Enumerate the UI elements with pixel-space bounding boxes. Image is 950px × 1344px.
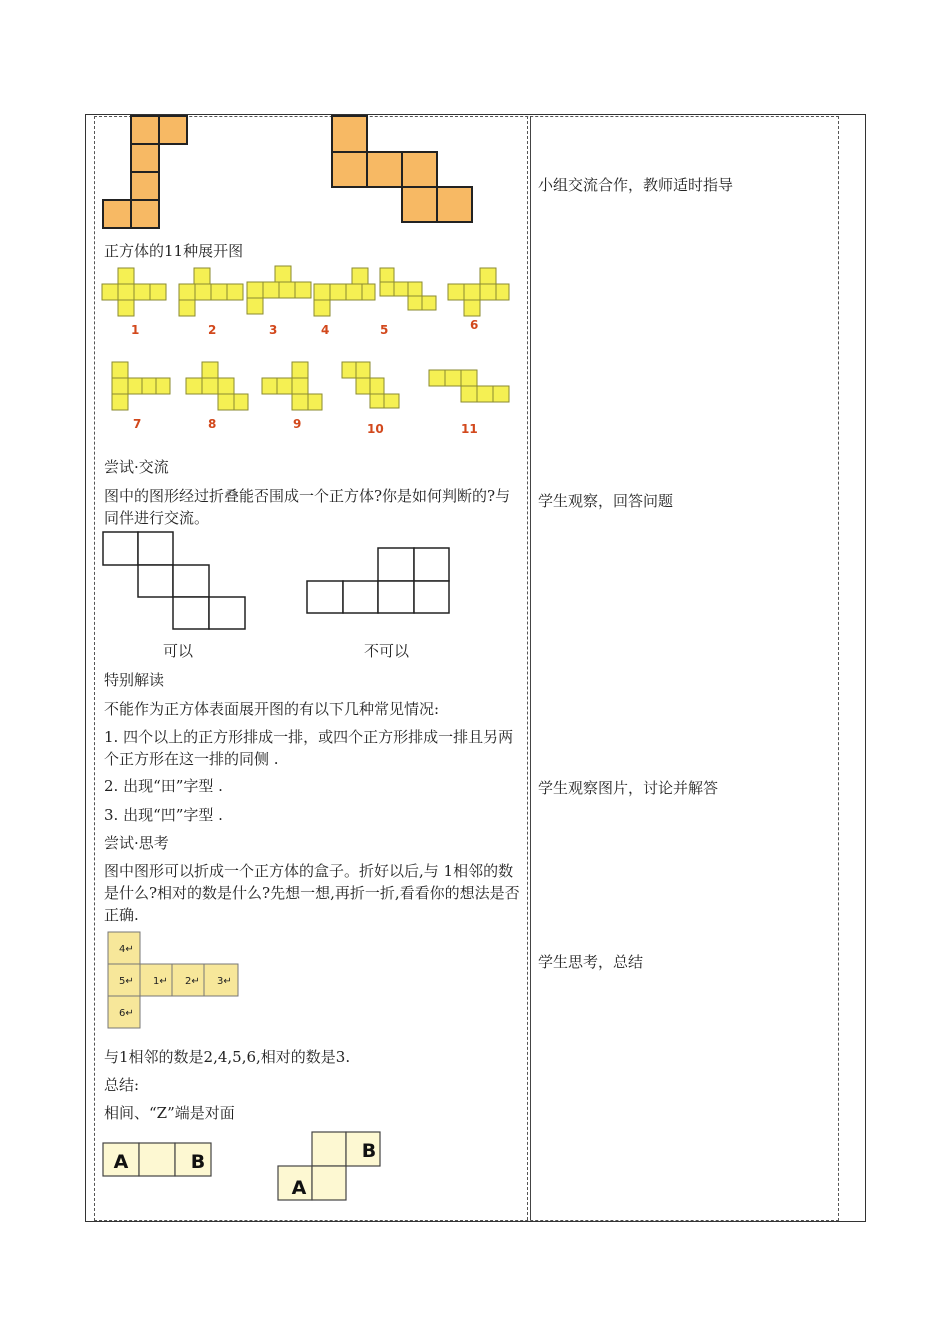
note-think-summarize: 学生思考，总结: [538, 953, 644, 971]
face-label-3: 3↵: [217, 976, 232, 987]
special-title: 特别解读: [104, 671, 165, 689]
try-exchange-title: 尝试·交流: [104, 458, 169, 476]
special-rule-2: 2. 出现“田”字型 .: [104, 777, 223, 795]
special-intro: 不能作为正方体表面展开图的有以下几种常见情况:: [104, 700, 440, 718]
net-label-8: 8: [208, 417, 217, 431]
label-a-row: A: [113, 1151, 129, 1173]
face-label-4: 4↵: [119, 944, 134, 955]
answer-no: 不可以: [364, 642, 410, 660]
net-label-7: 7: [133, 417, 142, 431]
try-think-answer: 与1相邻的数是2,4,5,6,相对的数是3.: [104, 1048, 351, 1066]
face-label-1: 1↵: [153, 976, 168, 987]
note-observe-answer: 学生观察，回答问题: [538, 492, 674, 510]
net-label-2: 2: [208, 323, 217, 337]
net-label-1: 1: [131, 323, 140, 337]
summary-title: 总结:: [104, 1076, 140, 1094]
answer-yes: 可以: [163, 642, 194, 660]
label-a-z: A: [291, 1177, 307, 1199]
special-rule-3: 3. 出现“凹”字型 .: [104, 806, 223, 824]
label-b-row: B: [190, 1151, 206, 1173]
try-think-title: 尝试·思考: [104, 834, 169, 852]
note-observe-discuss: 学生观察图片，讨论并解答: [538, 779, 719, 797]
net-label-5: 5: [380, 323, 389, 337]
net-label-3: 3: [269, 323, 278, 337]
special-rule-1: 1. 四个以上的正方形排成一排，或四个正方形排成一排且另两个正方形在这一排的同侧 .: [104, 728, 514, 768]
label-b-z: B: [361, 1140, 377, 1162]
net-label-4: 4: [321, 323, 330, 337]
net-label-10: 10: [367, 422, 384, 436]
net-label-9: 9: [293, 417, 302, 431]
nets-heading: 正方体的11种展开图: [104, 242, 244, 260]
net-label-6: 6: [470, 318, 479, 332]
net-label-11: 11: [461, 422, 478, 436]
face-label-6: 6↵: [119, 1008, 134, 1019]
face-label-5: 5↵: [119, 976, 134, 987]
summary-text: 相间、“Z”端是对面: [104, 1104, 235, 1122]
try-think-question: 图中图形可以折成一个正方体的盒子。折好以后,与 1相邻的数是什么?相对的数是什么?先想一想,再折一折,看看你的想法是否正确.: [104, 862, 520, 924]
face-label-2: 2↵: [185, 976, 200, 987]
try-exchange-question: 图中的图形经过折叠能否围成一个正方体?你是如何判断的?与同伴进行交流。: [104, 487, 511, 527]
note-group-cooperation: 小组交流合作，教师适时指导: [538, 176, 734, 194]
